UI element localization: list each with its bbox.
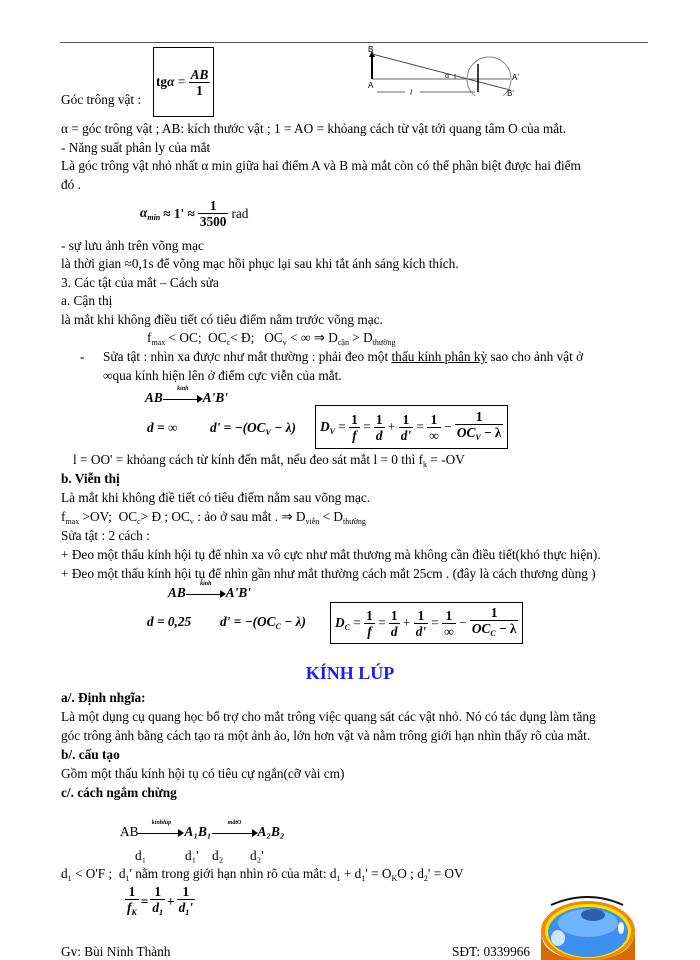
- distance-d1: d₁: [135, 848, 147, 863]
- distance-d2-prime: d₂': [250, 848, 264, 863]
- resolution-text-2: đó .: [61, 177, 81, 192]
- header-rule: [60, 42, 648, 43]
- focus-heading: c/. cách ngắm chừng: [61, 785, 177, 800]
- persistence-text: là thời gian ≈0,1s để võng mạc hồi phục lại sau khi tắt ánh sáng kích thích.: [61, 256, 459, 271]
- svg-text:A: A: [368, 81, 374, 90]
- distance-d2: d₂: [212, 848, 224, 863]
- myopia-power-formula-box: $D_V$ = $\frac{1}{f}$ = $\frac{1}{d}$ + $\frac{1}{d'}$ = $\frac{1}{\infty}$ − $\frac{1}{OC_V - \lambda}$: [315, 405, 508, 449]
- definition-text-2: góc trông ảnh bằng cách tạo ra một ảnh ảo, lớn hơn vật và nằm trông giới hạn nhìn thấy rõ của mắt.: [61, 728, 591, 743]
- myopia-fix-text: Sửa tật : nhìn xa được như mắt thường : phải đeo một thấu kính phân kỳ sao cho ảnh vật ở: [103, 349, 584, 364]
- svg-text:A': A': [512, 73, 519, 82]
- resolution-heading: - Năng suất phân ly của mắt: [61, 140, 211, 155]
- myopia-arrow-relation: AB kính A'B': [145, 386, 228, 405]
- definition-heading: a/. Định nhgĩa:: [61, 690, 146, 705]
- viewing-angle-formula-box: tg α = $\frac{AB}{1}$: [153, 47, 214, 117]
- structure-heading: b/. cấu tạo: [61, 747, 120, 762]
- footer-phone: SĐT: 0339966: [452, 944, 531, 959]
- hyperopia-d-prime: $d' = -(OC_C - \lambda)$: [220, 614, 306, 631]
- hyperopia-power-formula-box: $D_C$ = $\frac{1}{f}$ = $\frac{1}{d}$ + $\frac{1}{d'}$ = $\frac{1}{\infty}$ − $\frac{1}{OC_C - \lambda}$: [330, 602, 523, 644]
- alpha-min-formula: $\alpha_{min}$ ≈ 1' ≈ $\frac{1}{3500}$ rad: [140, 198, 249, 229]
- footer-author: Gv: Bùi Ninh Thành: [61, 944, 171, 959]
- hyperopia-definition: Là mắt khi không điề tiết có tiêu điểm nằm sau võng mạc.: [61, 490, 371, 505]
- persistence-heading: - sự lưu ảnh trên võng mạc: [61, 238, 204, 253]
- resolution-text-1: Là góc trông vật nhỏ nhất α min giữa hai điểm A và B mà mắt còn có thể phân biệt được hai điểm: [61, 158, 581, 173]
- image-chain: AB kínhlúp A₁B₁ mắtO A₂B₂: [120, 820, 285, 839]
- hyperopia-d-value: d = 0,25: [147, 614, 192, 629]
- svg-text:B': B': [507, 89, 514, 96]
- condition-line: $d_1 < O'F$ ; $d_1'$ nằm trong giới hạn nhìn rõ của mắt: $d_1 + d_1' = O_KO$ ; $d_2'$ = OV: [61, 866, 464, 883]
- hyperopia-option-1: + Đeo một thấu kính hội tụ để nhìn xa vô cực như mắt thương mà không cần điều tiết(khó thực hiện).: [61, 547, 601, 562]
- lens-formula: $\frac{1}{f_K}$ = $\frac{1}{d_1}$ + $\frac{1}{d_1'}$: [127, 884, 193, 917]
- viewing-angle-fraction: $\frac{AB}{1}$: [190, 66, 209, 98]
- myopia-fix-bullet: -: [80, 349, 85, 364]
- definition-text-1: Là một dụng cụ quang học bổ trợ cho mắt trông việc quang sát các vật nhỏ. Nó có tác dụng làm tăng: [61, 709, 596, 724]
- distance-d1-prime: d₁': [185, 848, 199, 863]
- myopia-heading: a. Cận thị: [61, 293, 113, 308]
- myopia-definition: là mắt khi không điều tiết có tiêu điểm nằm trước võng mạc.: [61, 312, 383, 327]
- svg-text:α: α: [445, 73, 450, 80]
- viewing-angle-label: Góc trông vật :: [61, 92, 142, 107]
- myopia-d-value: d = ∞: [147, 420, 178, 435]
- defects-heading: 3. Các tật của mắt – Cách sửa: [61, 275, 219, 290]
- hyperopia-fix-heading: Sửa tật : 2 cách :: [61, 528, 150, 543]
- definition-line: α = góc trông vật ; AB: kích thước vật ; 1 = AO = khỏang cách từ vật tới quang tâm O của mắt.: [61, 121, 567, 136]
- hyperopia-conditions: $f_{max} >OV$; $OC_c>$ Đ ; $OC_v$ : ảo ở sau mắt . ⇒ $D_{viễn} < D_{thường}$: [61, 509, 366, 526]
- myopia-fix-text-2: ∞qua kính hiện lên ở điểm cực viễn của mắt.: [103, 368, 342, 383]
- hyperopia-arrow-relation: AB kính A'B': [168, 581, 251, 600]
- svg-text:B: B: [368, 45, 374, 54]
- diverging-lens-term: thấu kính phân kỳ: [391, 349, 488, 364]
- svg-text:l: l: [410, 88, 413, 96]
- myopia-conditions: $f_{max}$ < OC; $OC_c<$ Đ; $OC_v$ < ∞ ⇒ $D_{cận} > D_{thường}$: [147, 330, 396, 347]
- eye-diagram: [365, 44, 525, 96]
- magnifying-glass-icon: [533, 893, 643, 960]
- hyperopia-heading: b. Viễn thị: [61, 471, 120, 486]
- myopia-note: l = OO' = khỏang cách từ kính đến mắt, nếu đeo sát mắt l = 0 thì $f_k = -OV$: [73, 452, 465, 469]
- magnifier-title: KÍNH LÚP: [305, 663, 395, 683]
- hyperopia-option-2: + Đeo một thấu kính hội tụ để nhìn gần như mắt thường cách mắt 25cm . (đây là cách thương dùng ): [61, 566, 596, 581]
- structure-text: Gồm một thấu kính hội tụ có tiêu cự ngắn(cỡ vài cm): [61, 766, 345, 781]
- myopia-d-prime: $d' = -(OC_V - \lambda)$: [210, 420, 296, 437]
